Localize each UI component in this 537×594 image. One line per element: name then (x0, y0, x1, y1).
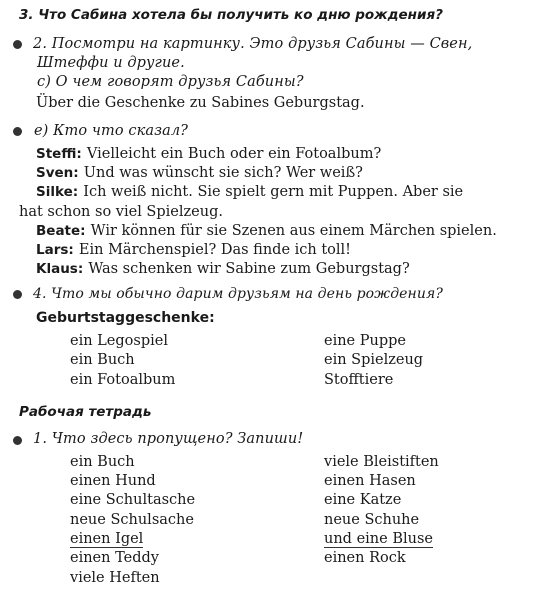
workbook-title: Рабочая тетрадь (19, 404, 152, 420)
word-item: und eine Bluse (324, 531, 433, 547)
speaker-name: Steffi: (36, 146, 82, 162)
word-item: einen Hund (70, 473, 156, 489)
task-2-line-2: Штеффи и другие. (37, 55, 185, 71)
word-item: viele Heften (70, 570, 160, 586)
word-item: ein Buch (70, 454, 135, 470)
workbook-task-1: 1. Что здесь пропущено? Запиши! (33, 431, 304, 447)
gifts-heading: Geburtstaggeschenke: (36, 310, 215, 326)
bullet-icon (13, 40, 22, 49)
bullet-icon (13, 290, 22, 299)
task-c-question: c) О чем говорят друзья Сабины? (37, 74, 304, 90)
task-e-question: e) Кто что сказал? (34, 123, 189, 139)
speaker-text: hat schon so viel Spielzeug. (19, 204, 223, 220)
word-item: einen Rock (324, 550, 406, 566)
dialogue-line (36, 145, 381, 162)
bullet-icon (13, 436, 22, 445)
dialogue-line (36, 222, 497, 239)
dialogue-line (36, 260, 410, 277)
word-item: einen Hasen (324, 473, 416, 489)
speaker-name: Beate: (36, 223, 86, 239)
dialogue-line (36, 164, 363, 181)
word-item: neue Schulsache (70, 512, 194, 528)
speaker-name: Sven: (36, 165, 79, 181)
speaker-text: Ein Märchenspiel? Das finde ich toll! (78, 242, 352, 258)
speaker-text: Vielleicht ein Buch oder ein Fotoalbum? (86, 146, 382, 162)
dialogue-line (36, 183, 463, 200)
gift-item: eine Puppe (324, 333, 406, 349)
task-4-title: 4. Что мы обычно дарим друзьям на день рождения? (33, 286, 443, 302)
gift-item: Stofftiere (324, 372, 394, 388)
speaker-text: Wir können für sie Szenen aus einem Märchen spielen. (90, 223, 497, 239)
speaker-name: Klaus: (36, 261, 84, 277)
word-item: viele Bleistiften (324, 454, 439, 470)
speaker-name: Lars: (36, 242, 74, 258)
word-item: neue Schuhe (324, 512, 420, 528)
dialogue-line (36, 241, 351, 258)
bullet-icon (13, 127, 22, 136)
gift-item: ein Legospiel (70, 333, 168, 349)
word-item: einen Igel (70, 531, 144, 547)
speaker-text: Und was wünscht sie sich? Wer weiß? (83, 165, 363, 181)
speaker-text: Was schenken wir Sabine zum Geburgstag? (88, 261, 410, 277)
gift-item: ein Buch (70, 352, 135, 368)
gift-item: ein Fotoalbum (70, 372, 176, 388)
section-3-title: 3. Что Сабина хотела бы получить ко дню рождения? (19, 7, 443, 23)
word-item: eine Katze (324, 492, 402, 508)
speaker-text: Ich weiß nicht. Sie spielt gern mit Puppen. Aber sie (83, 184, 464, 200)
dialogue-line (19, 203, 223, 220)
word-item: einen Teddy (70, 550, 159, 566)
word-item: eine Schultasche (70, 492, 196, 508)
task-2-line-1: 2. Посмотри на картинку. Это друзья Сабины — Свен, (33, 36, 473, 52)
speaker-name: Silke: (36, 184, 79, 200)
gift-item: ein Spielzeug (324, 352, 424, 368)
task-c-answer: Über die Geschenke zu Sabines Geburgstag. (36, 95, 365, 111)
